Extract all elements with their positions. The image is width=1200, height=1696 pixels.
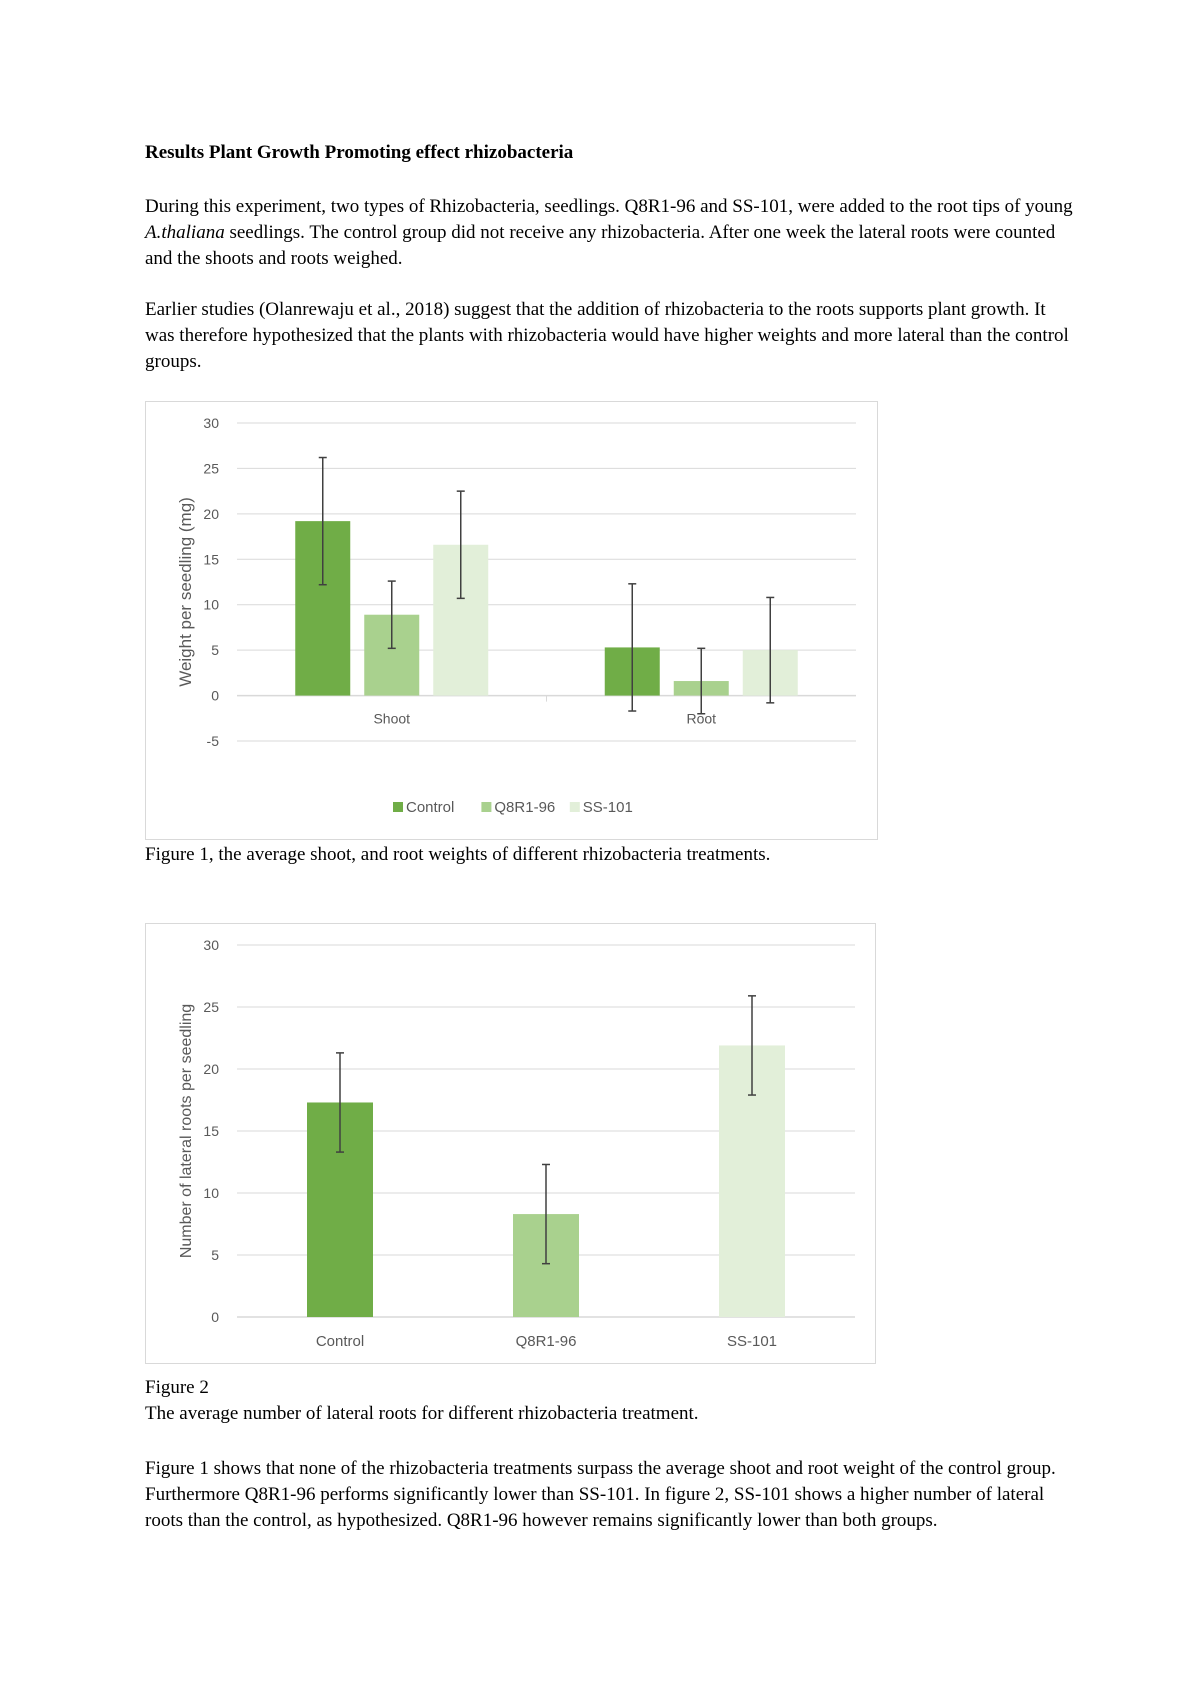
y-tick-label-15: 15 xyxy=(203,551,219,568)
y-tick-label-0: 0 xyxy=(211,687,219,704)
y-tick-label-10: 10 xyxy=(203,596,219,613)
x-tick-label-shoot: Shoot xyxy=(373,710,411,727)
legend-label-control: Control xyxy=(406,799,455,816)
figure-2-chart xyxy=(145,923,876,1364)
y-tick-label-20: 20 xyxy=(203,505,219,522)
y-tick-label-30: 30 xyxy=(203,937,219,953)
y-tick-label-20: 20 xyxy=(203,1061,219,1077)
y-tick-label-15: 15 xyxy=(203,1123,219,1139)
x-tick-label-ss-101: SS-101 xyxy=(726,1333,778,1350)
figure-1-chart xyxy=(145,401,878,840)
legend-label-q8r1-96: Q8R1-96 xyxy=(494,799,556,816)
y-axis-label: Weight per seedling (mg) xyxy=(176,497,195,687)
figure-1-caption: Figure 1, the average shoot, and root weights of different rhizobacteria treatments. xyxy=(145,844,771,865)
legend-swatch-control xyxy=(393,802,403,812)
y-axis-label: Number of lateral roots per seedling xyxy=(178,1003,195,1259)
figure-2-caption-title: Figure 2 xyxy=(145,1377,209,1398)
y-tick-label-5: -5 xyxy=(206,733,219,749)
legend-swatch-ss-101 xyxy=(570,802,580,812)
species-name: A.thaliana xyxy=(145,222,225,243)
x-tick-label-control: Control xyxy=(315,1333,365,1350)
y-tick-label-25: 25 xyxy=(203,999,219,1015)
y-tick-label-30: 30 xyxy=(203,415,219,431)
hypothesis-paragraph: Earlier studies (Olanrewaju et al., 2018) suggest that the addition of rhizobacteria to the roots supports plant growth. It was therefore hypothesized that the plants with rhizobacteria would have higher weights and more lateral than the control groups. xyxy=(145,299,1069,372)
figure-1-svg xyxy=(146,402,877,839)
y-tick-label-0: 0 xyxy=(211,1309,219,1325)
discussion-paragraph: Figure 1 shows that none of the rhizobacteria treatments surpass the average shoot and root weight of the control group. Furthermore Q8R1-96 performs significantly lower than SS-101. In figure 2, SS-101 shows a higher number of lateral roots than the control, as hypothesized. Q8R1-96 however remains significantly lower than both groups. xyxy=(145,1458,1056,1531)
intro-paragraph xyxy=(145,194,1075,272)
x-tick-label-root: Root xyxy=(686,710,717,727)
x-tick-label-q8r1-96: Q8R1-96 xyxy=(515,1333,577,1350)
legend-label-ss-101: SS-101 xyxy=(582,799,633,816)
y-tick-label-25: 25 xyxy=(203,460,219,477)
legend-swatch-q8r1-96 xyxy=(481,802,491,812)
figure-2-svg xyxy=(146,924,875,1363)
section-heading: Results Plant Growth Promoting effect rhizobacteria xyxy=(145,142,574,163)
y-tick-label-10: 10 xyxy=(203,1185,219,1201)
intro-text-start: During this experiment, two types of Rhizobacteria, seedlings. Q8R1-96 and SS-101, were added to the root tips of young xyxy=(145,196,1073,217)
y-tick-label-5: 5 xyxy=(211,1247,219,1263)
figure-2-caption-text: The average number of lateral roots for different rhizobacteria treatment. xyxy=(145,1403,699,1424)
y-tick-label-5: 5 xyxy=(211,642,219,659)
intro-text-end: seedlings. The control group did not receive any rhizobacteria. After one week the lateral roots were counted and the shoots and roots weighed. xyxy=(145,222,1056,269)
